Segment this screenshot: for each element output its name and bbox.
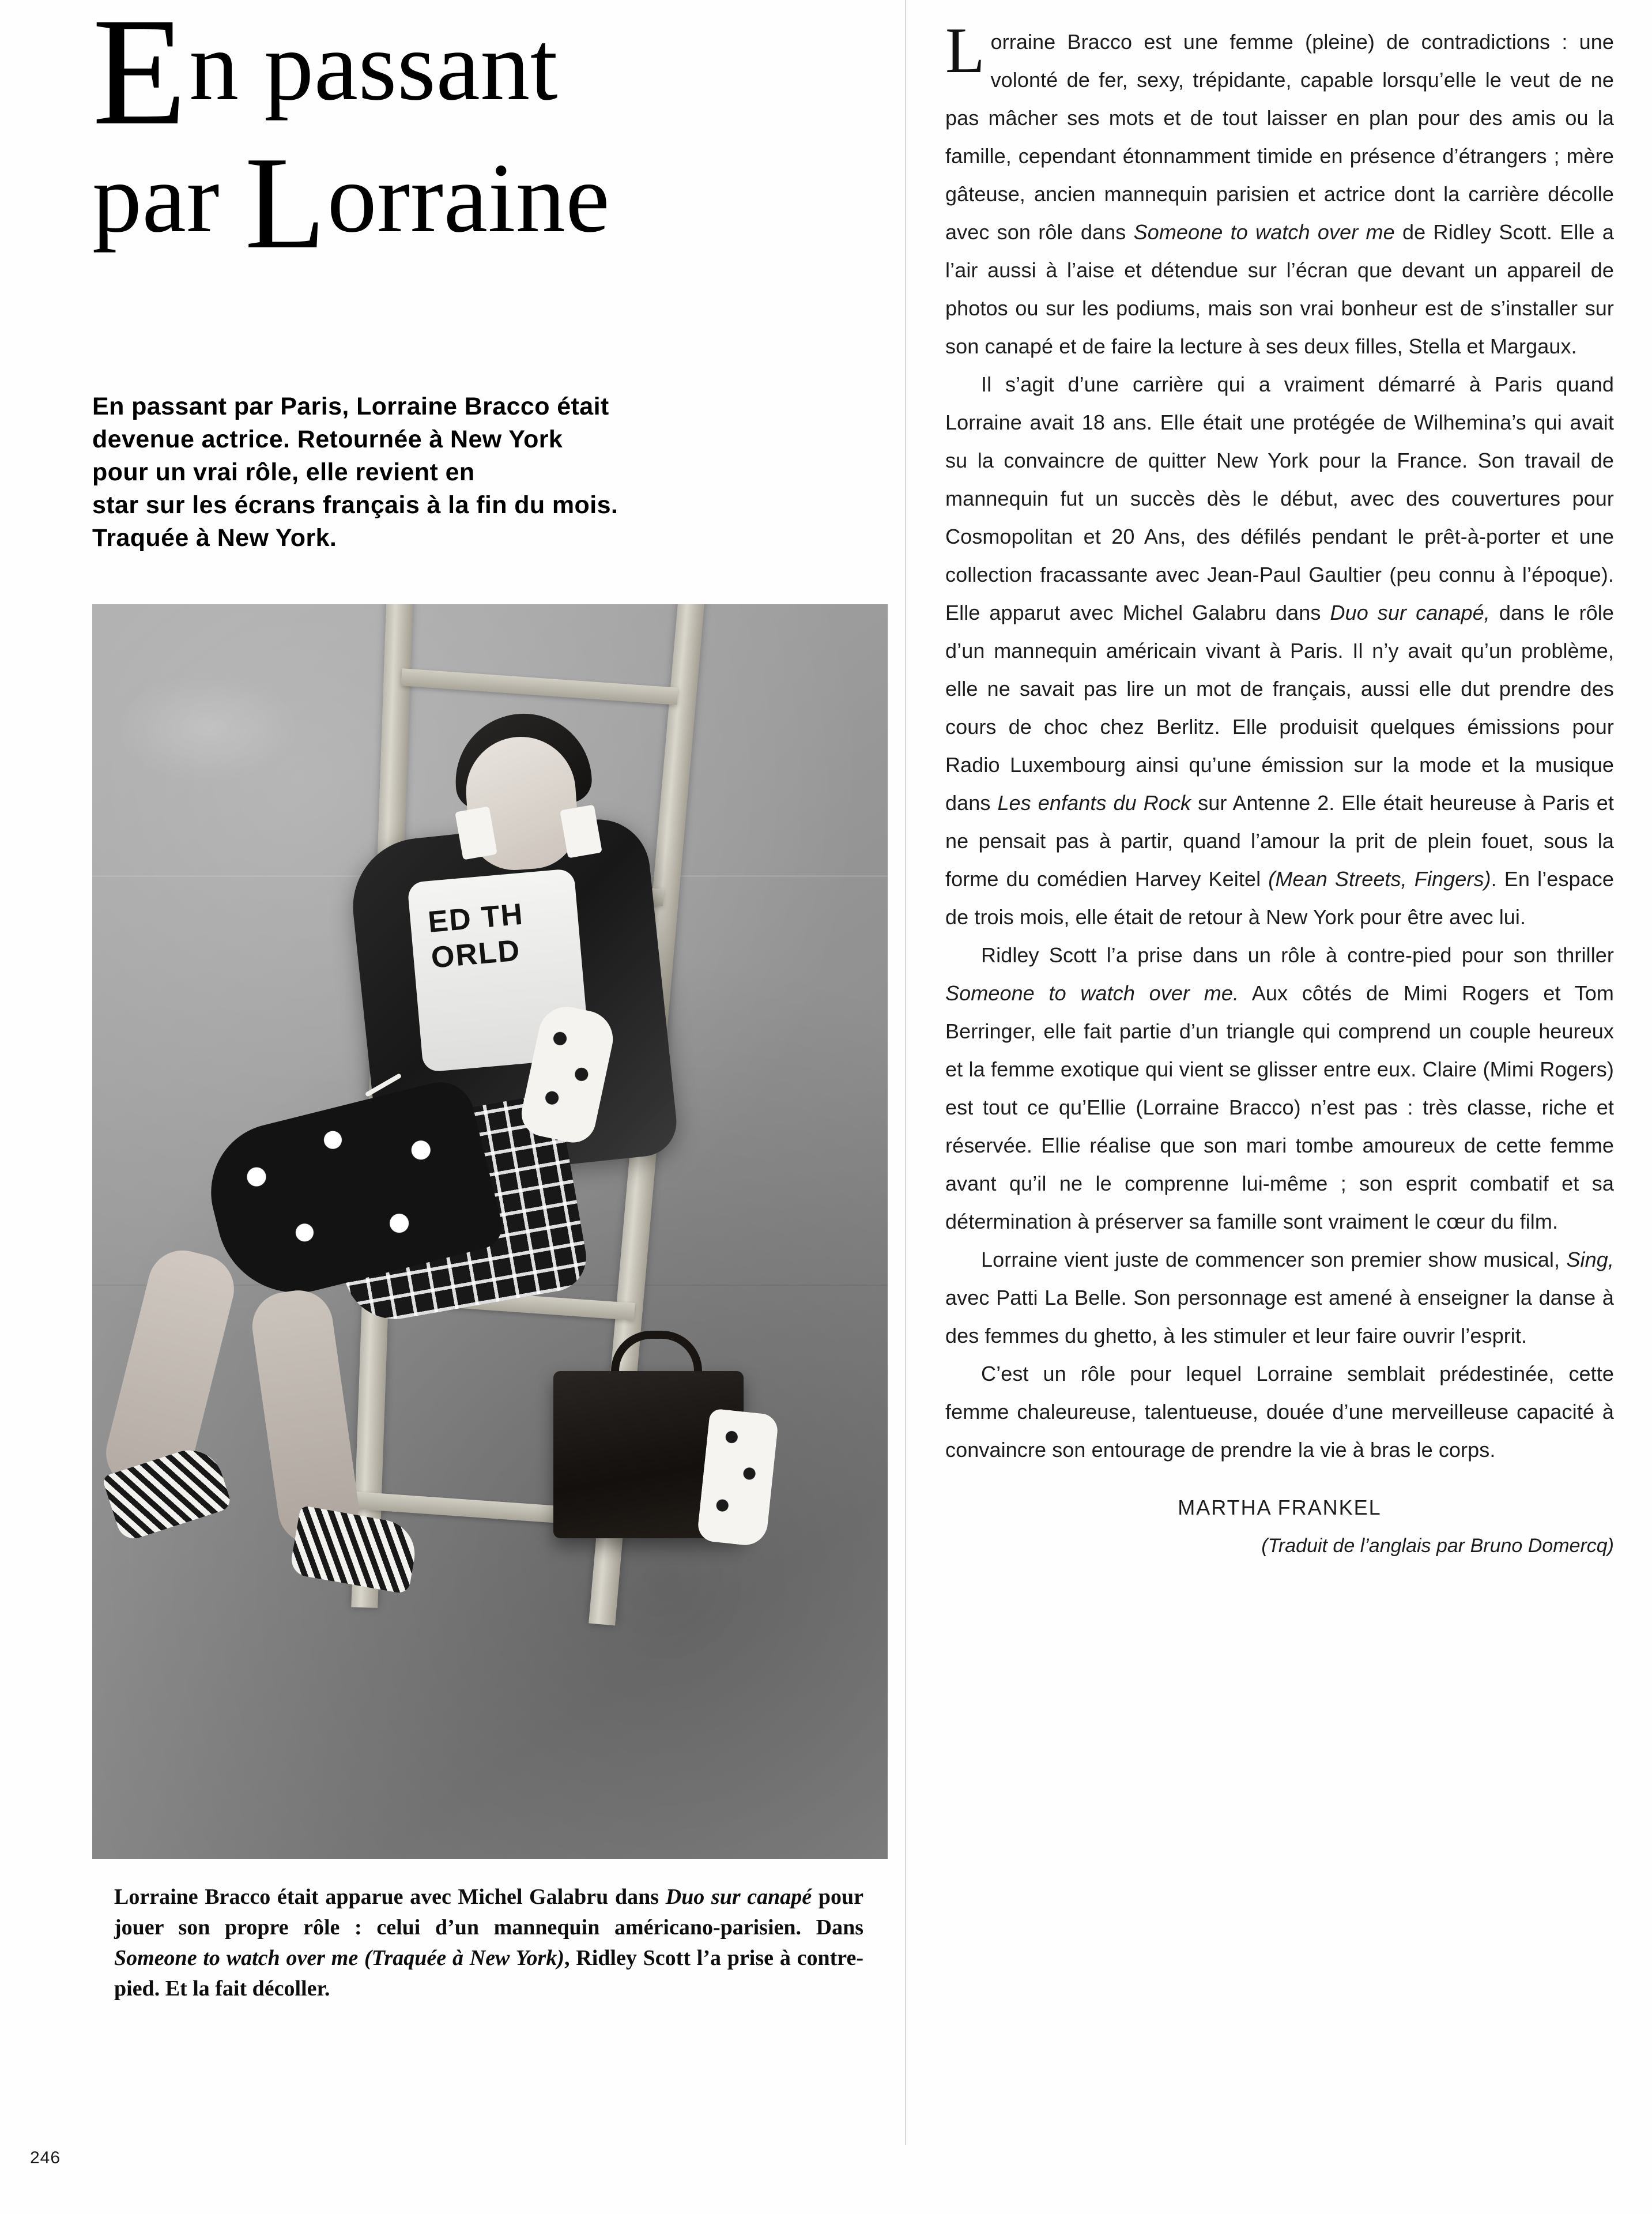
paragraph-3-italic: Someone to watch over me. (945, 981, 1239, 1005)
page-title (92, 0, 888, 276)
paragraph-2-text: Il s’agit d’une carrière qui a vraiment démarré à Paris quand Lorraine avait 18 ans. Elle était une protégée de Wilhemina’s qui avait su la convaincre de quitter New York pour la France. Son travail de mannequin fut un succès dès le début, avec des couvertures pour Cosmopolitan et 20 Ans, des défilés pendant le prêt-à-porter et une collection fracassante avec Jean-Paul Gaultier (peu connu à l’époque). Elle apparut avec Michel Galabru dans (945, 372, 1614, 624)
body-paragraph-4 (945, 1241, 1614, 1355)
photo-background (92, 604, 888, 1859)
body-paragraph-1 (945, 15, 1614, 366)
paragraph-3-tail: Aux côtés de Mimi Rogers et Tom Berringer, elle fait partie d’un triangle qui comprend un couple heureux et la femme exotique qui vient se glisser entre eux. Claire (Mimi Rogers) est tout ce qu’Ellie (Lorraine Bracco) n’est pas : très classe, riche et réservée. Ellie réalise que son mari tombe amoureux de cette femme avant qu’il ne le comprenne lui-même ; son esprit combatif et sa détermination à préserver sa famille sont vraiment le cœur du film. (945, 981, 1614, 1233)
paragraph-5-text: C’est un rôle pour lequel Lorraine semblait prédestinée, cette femme chaleureuse, talentueuse, douée d’une merveilleuse capacité à convaincre son entourage de prendre la vie à bras le corps. (945, 1362, 1614, 1462)
author-byline: MARTHA FRANKEL (1178, 1496, 1382, 1519)
headline-line-2-prefix: par (92, 143, 245, 253)
caption-italic-1: Duo sur canapé (665, 1885, 812, 1910)
paragraph-3-text: Ridley Scott l’a prise dans un rôle à contre-pied pour son thriller (981, 943, 1614, 967)
paragraph-2-tail-2: sur Antenne 2. Elle était heureuse à Paris et ne pensait pas à partir, quand l’amour la prit de plein fouet, sous la forme du comédien Harvey Keitel (945, 791, 1614, 891)
standfirst (92, 390, 836, 555)
caption-part-1: Lorraine Bracco était apparue avec Michel Galabru dans (114, 1885, 666, 1910)
headline-cap-l: L (244, 129, 326, 276)
striped-shoe-right (289, 1505, 420, 1595)
paragraph-4-text: Lorraine vient juste de commencer son premier show musical, (981, 1248, 1567, 1271)
standfirst-line: star sur les écrans français à la fin du mois. (92, 491, 618, 519)
headline-line-2 (92, 129, 888, 276)
paragraph-4-tail: avec Patti La Belle. Son personnage est amené à enseigner la danse à des femmes du ghetto, à les stimuler et leur faire ouvrir l’esprit. (945, 1286, 1614, 1347)
paragraph-2-tail: dans le rôle d’un mannequin américain vivant à Paris. Il n’y avait qu’un problème, elle ne savait pas lire un mot de français, aussi elle dut prendre des cours de choc chez Berlitz. Elle produisit quelques émissions pour Radio Luxembourg ainsi qu’une émission sur la mode et la musique dans (945, 601, 1614, 815)
paragraph-1-italic: Someone to watch over me (1133, 220, 1395, 244)
paragraph-1-text: orraine Bracco est une femme (pleine) de contradictions : une volonté de fer, sexy, trépidante, capable lorsqu’elle le veut de ne pas mâcher ses mots et de tout laisser en plan pour des amis ou la famille, cependant étonnamment timide en présence d’étrangers ; mère gâteuse, ancien mannequin parisien et actrice dont la carrière décolle avec son rôle dans (945, 30, 1614, 244)
model-figure (92, 604, 888, 1859)
paragraph-2-tail-3: . En l’espace de trois mois, elle était de retour à New York pour être avec lui. (945, 867, 1614, 929)
headline-line-1-text: n passant (189, 12, 559, 121)
body-dropcap: L (945, 15, 985, 86)
standfirst-line: En passant par Paris, Lorraine Bracco était (92, 393, 609, 421)
headline-dropcap-e: E (92, 0, 187, 157)
body-paragraph-3 (945, 936, 1614, 1241)
standfirst-line: devenue actrice. Retournée à New York (92, 426, 563, 454)
body-paragraph-5 (945, 1355, 1614, 1469)
paragraph-2-italic-3: (Mean Streets, Fingers) (1268, 867, 1491, 891)
body-paragraph-2 (945, 366, 1614, 936)
article-photo (92, 604, 888, 1859)
standfirst-line: pour un vrai rôle, elle revient en (92, 458, 475, 487)
headline-line-1 (92, 0, 888, 157)
page-number: 246 (30, 2148, 61, 2167)
paragraph-4-italic: Sing, (1566, 1248, 1614, 1271)
column-divider (905, 0, 906, 2145)
body-column (945, 15, 1614, 1557)
paragraph-1-tail: de Ridley Scott. Elle a l’air aussi à l’aise et détendue sur l’écran que devant un appareil de photos ou sur les podiums, mais son vrai bonheur est de s’installer sur son canapé et de faire la lecture à ses deux filles, Stella et Margaux. (945, 220, 1614, 358)
paragraph-2-italic-2: Les enfants du Rock (997, 791, 1191, 815)
translator-credit: (Traduit de l’anglais par Bruno Domercq) (1261, 1535, 1614, 1557)
paragraph-2-italic: Duo sur canapé, (1330, 601, 1490, 624)
headline-line-2-text: orraine (327, 143, 610, 253)
left-column (92, 0, 888, 2214)
caption-part-2: pour jouer son propre rôle : celui d’un mannequin américano-parisien. Dans (114, 1885, 863, 1940)
caption-italic-2: Someone to watch over me (Traquée à New York) (114, 1946, 564, 1971)
photo-caption (114, 1882, 863, 2004)
polka-dot-scarf (696, 1409, 779, 1547)
tshirt-slogan-text: ED TH ORLD (427, 897, 525, 976)
standfirst-line: Traquée à New York. (92, 524, 337, 552)
caption-part-3: , Ridley Scott l’a prise à contre-pied. Et la fait décoller. (114, 1946, 863, 2001)
